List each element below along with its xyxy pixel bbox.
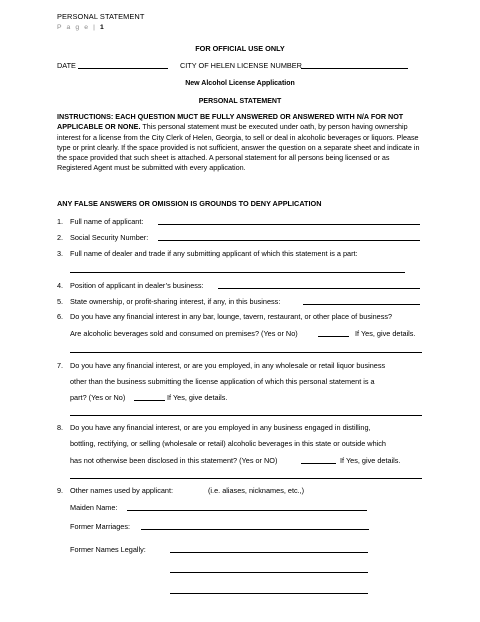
q5-number: 5. [57, 297, 64, 306]
q8-line3b: If Yes, give details. [340, 456, 401, 465]
q2-answer-field[interactable] [158, 240, 420, 241]
q4-text: Position of applicant in dealer’s business: [70, 281, 204, 290]
former-marriages-field[interactable] [141, 529, 369, 530]
license-number-field[interactable] [301, 68, 408, 69]
page-number: 1 [99, 24, 104, 31]
instructions-paragraph [57, 112, 425, 174]
q9-text: Other names used by applicant: [70, 486, 174, 495]
q6-yes-no-field[interactable] [318, 336, 349, 337]
q7-details-field[interactable] [70, 415, 422, 416]
q7-yes-no-field[interactable] [134, 400, 165, 401]
former-marriages-label: Former Marriages: [70, 522, 131, 531]
instructions-body: This personal statement must be executed under oath, by person having ownership interest for a license from the City Clerk of Helen, Georgia, to sell or deal in alcoholic beverages or liquors. Please type or print clearly. If the space provided is not sufficient, answer the question on a separate sheet and indicate in the space provided that such sheet is attached. A personal statement for all persons being licensed or as Registered Agent must be submitted with every application. [57, 122, 420, 173]
date-field[interactable] [78, 68, 168, 69]
header-title: PERSONAL STATEMENT [57, 12, 145, 21]
q7-line1: Do you have any financial interest, or are you employed, in any wholesale or retail liquor business [70, 361, 386, 370]
maiden-name-field[interactable] [127, 510, 367, 511]
former-names-field-2[interactable] [170, 572, 368, 573]
q8-line1: Do you have any financial interest, or are you employed in any business engaged in distilling, [70, 423, 371, 432]
form-title: New Alcohol License Application [185, 80, 295, 87]
q1-number: 1. [57, 217, 64, 226]
q4-number: 4. [57, 281, 64, 290]
page-label: P a g e | [57, 24, 97, 31]
instructions-bold: INSTRUCTIONS: EACH QUESTION MUCT BE FULLY ANSWERED OR ANSWERED WITH N/A FOR NOT APPLICABLE OR NONE. [57, 112, 404, 132]
q9-number: 9. [57, 486, 64, 495]
q8-line3a: has not otherwise been disclosed in this statement? (Yes or NO) [70, 456, 278, 465]
former-names-field-1[interactable] [170, 552, 368, 553]
q1-answer-field[interactable] [158, 224, 420, 225]
q7-number: 7. [57, 361, 64, 370]
q7-line2: other than the business submitting the license application of which this personal statement is a [70, 377, 375, 386]
q8-number: 8. [57, 423, 64, 432]
q8-details-field[interactable] [70, 478, 422, 479]
q8-yes-no-field[interactable] [301, 463, 336, 464]
date-label: DATE [57, 61, 76, 70]
maiden-name-label: Maiden Name: [70, 503, 118, 512]
q7-line3b: If Yes, give details. [167, 393, 228, 402]
q5-answer-field[interactable] [303, 304, 420, 305]
page-indicator [57, 23, 104, 32]
license-number-label: CITY OF HELEN LICENSE NUMBER [180, 61, 302, 70]
q3-number: 3. [57, 249, 64, 258]
q5-text: State ownership, or profit-sharing interest, if any, in this business: [70, 297, 281, 306]
q2-text: Social Security Number: [70, 233, 149, 242]
former-names-label: Former Names Legally: [70, 545, 146, 554]
q1-text: Full name of applicant: [70, 217, 144, 226]
q9-hint: (i.e. aliases, nicknames, etc.,) [208, 486, 305, 495]
q2-number: 2. [57, 233, 64, 242]
q8-line2: bottling, rectifying, or selling (wholesale or retail) alcoholic beverages in this state or outside which [70, 439, 386, 448]
former-names-field-3[interactable] [170, 593, 368, 594]
q7-line3a: part? (Yes or No) [70, 393, 126, 402]
q4-answer-field[interactable] [218, 288, 420, 289]
warning-text: ANY FALSE ANSWERS OR OMISSION IS GROUNDS TO DENY APPLICATION [57, 199, 322, 208]
form-subtitle: PERSONAL STATEMENT [198, 98, 282, 105]
q6-number: 6. [57, 312, 64, 321]
q6-line1: Do you have any financial interest in any bar, lounge, tavern, restaurant, or other place of business? [70, 312, 393, 321]
q6-details-field[interactable] [70, 352, 422, 353]
q6-line2a: Are alcoholic beverages sold and consumed on premises? (Yes or No) [70, 329, 298, 338]
q3-text: Full name of dealer and trade if any submitting applicant of which this statement is a part: [70, 249, 358, 258]
q3-answer-field[interactable] [70, 272, 405, 273]
q6-line2b: If Yes, give details. [355, 329, 416, 338]
official-use-heading: FOR OFFICIAL USE ONLY [195, 44, 285, 53]
